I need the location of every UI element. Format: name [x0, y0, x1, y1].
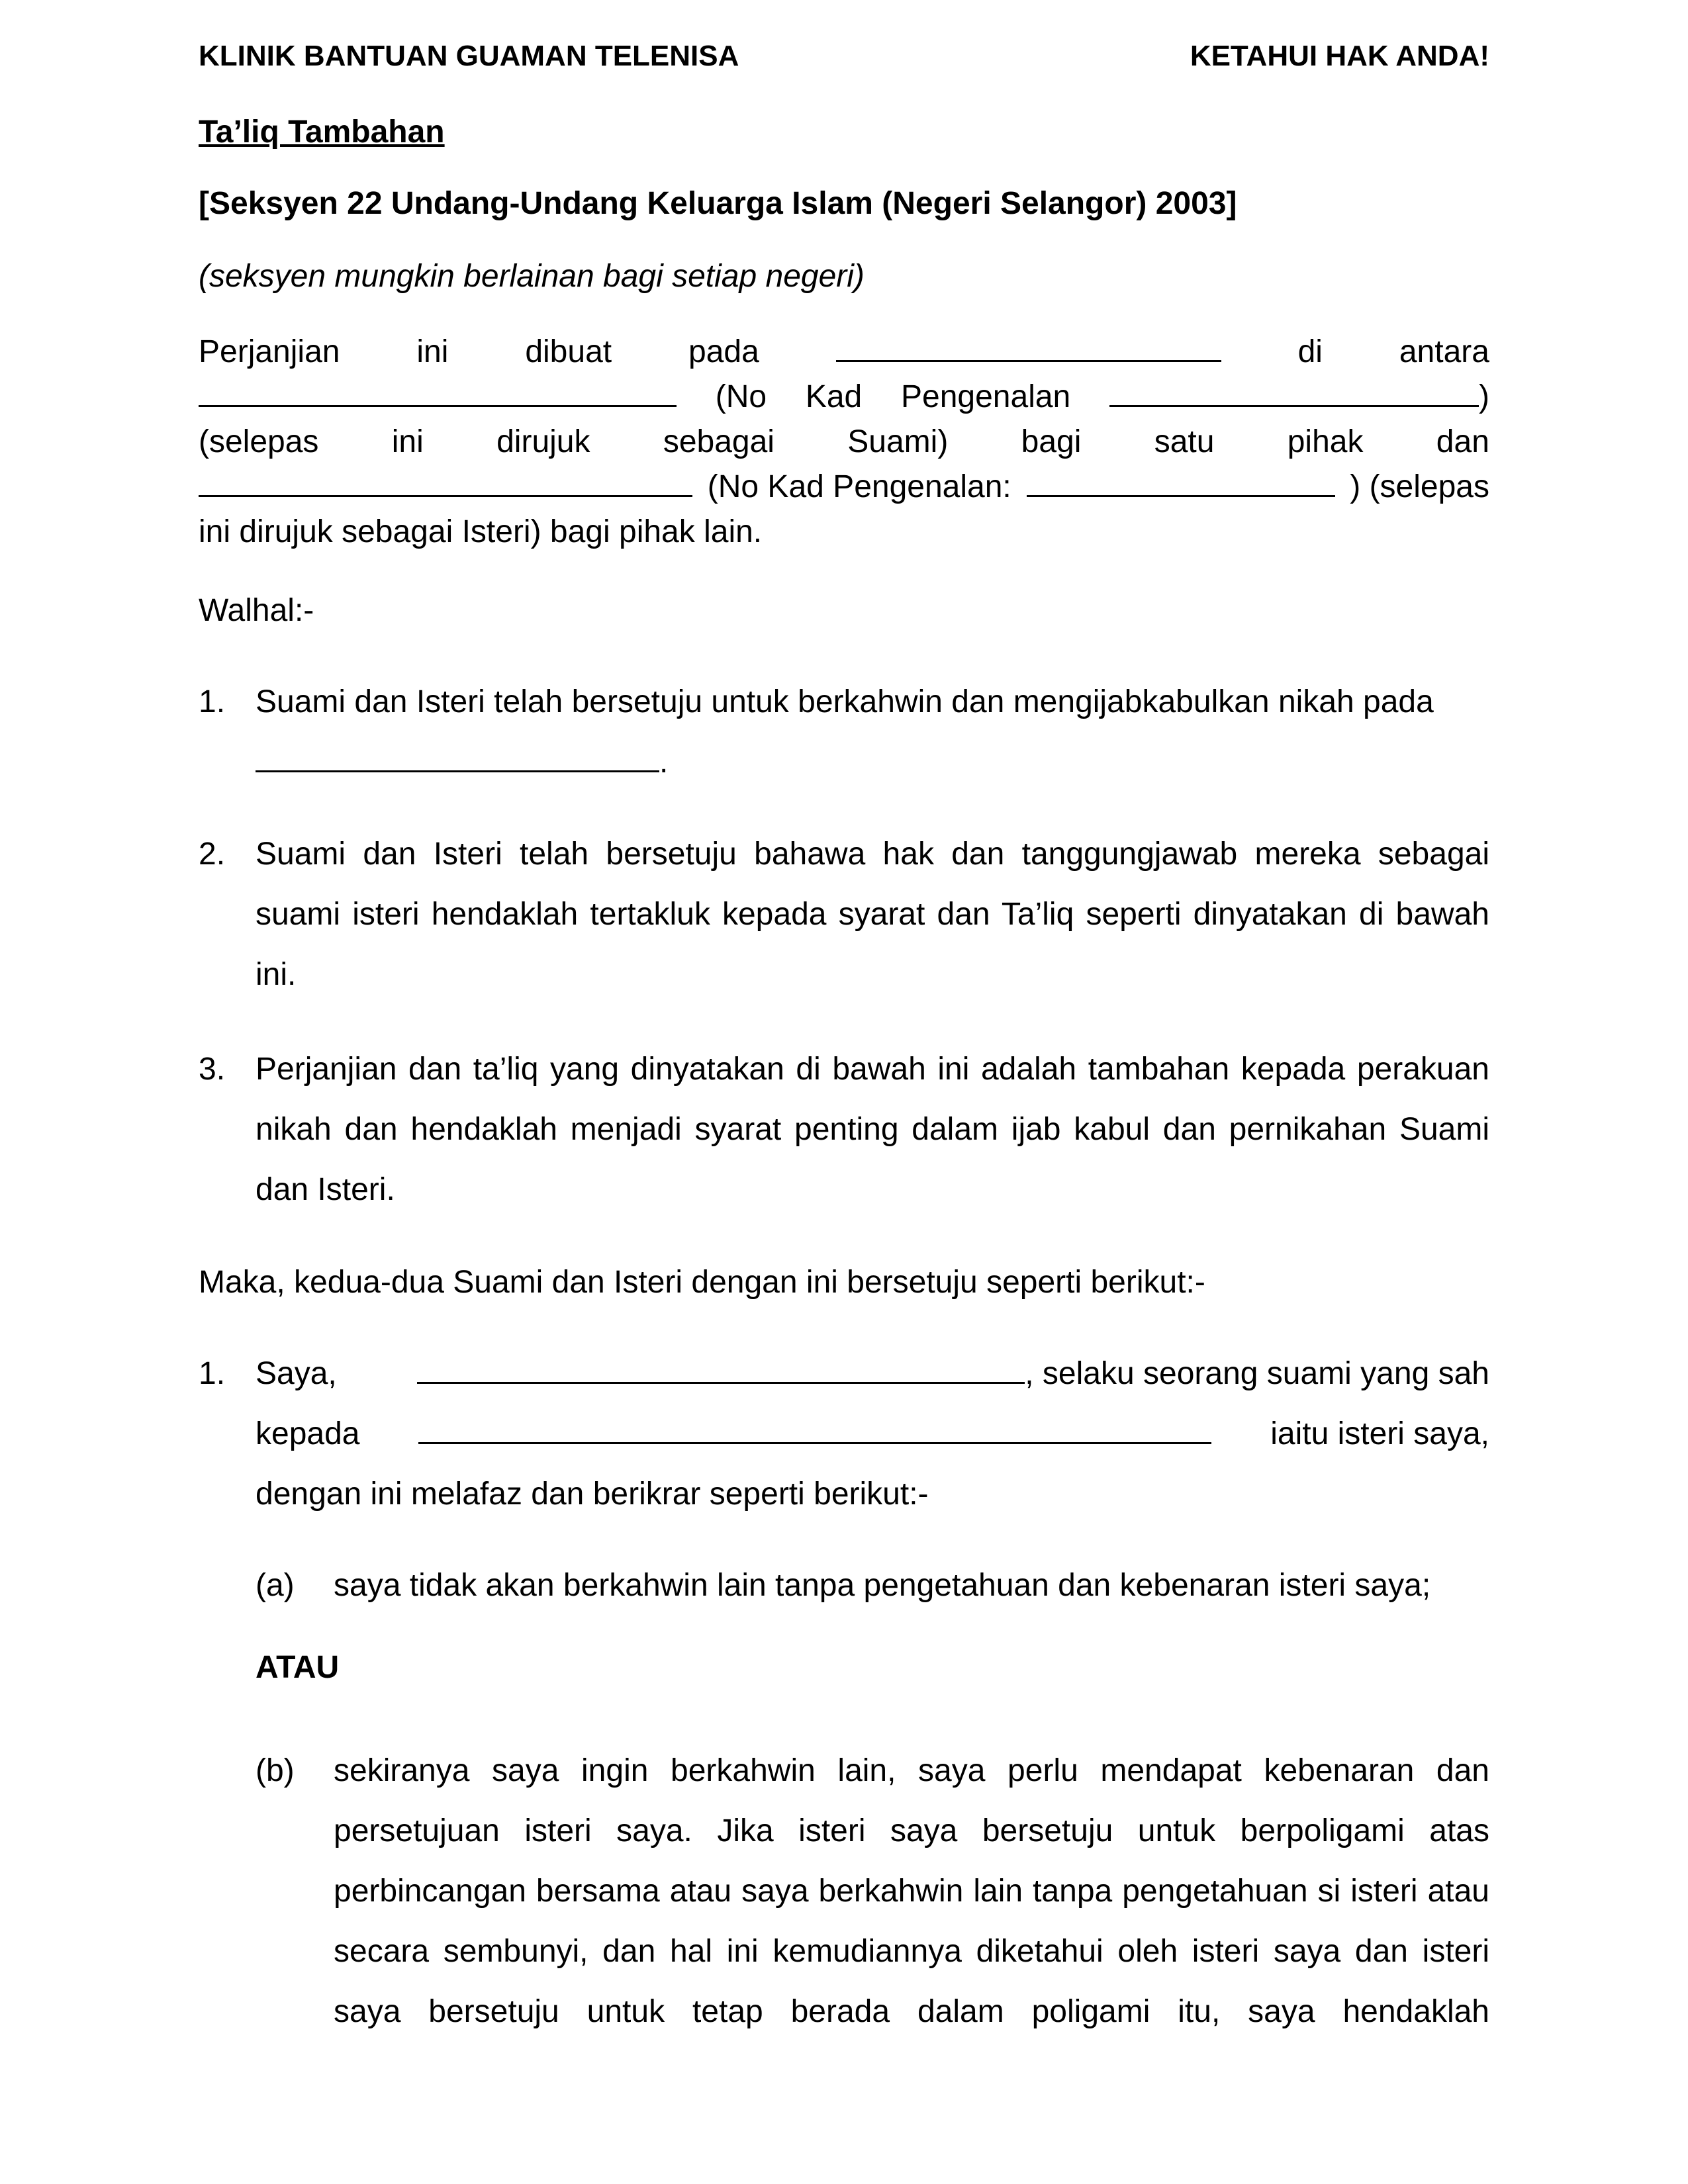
section-reference: [Seksyen 22 Undang-Undang Keluarga Islam (Negeri Selangor) 2003] — [199, 186, 1237, 221]
clause-1: 1. Saya, , selaku seorang suami yang sah kepada iaitu isteri saya, dengan ini melafaz dan berikrar seperti berikut:- — [199, 1356, 1489, 1512]
maka-paragraph: Maka, kedua-dua Suami dan Isteri dengan ini bersetuju seperti berikut:- — [199, 1265, 1205, 1300]
header-left: KLINIK BANTUAN GUAMAN TELENISA — [199, 40, 739, 72]
date-blank[interactable] — [836, 334, 1221, 362]
recital-2: 2. Suami dan Isteri telah bersetuju bahawa hak dan tanggungjawab mereka sebagai suami isteri hendaklah tertakluk kepada syarat dan Ta’liq seperti dinyatakan di bawah ini. — [199, 837, 1489, 992]
clause-1-sub-b: (b) sekiranya saya ingin berkahwin lain, saya perlu mendapat kebenaran dan persetujuan isteri saya. Jika isteri saya bersetuju untuk berpoligami atas perbincangan bersama atau saya berkahwin lain tanpa pengetahuan si isteri atau secara sembunyi, dan hal ini kemudiannya diketahui oleh isteri saya dan isteri saya bersetuju untuk tetap berada dalam poligami itu, saya hendaklah — [256, 1753, 1489, 2029]
section-note: (seksyen mungkin berlainan bagi setiap negeri) — [199, 259, 865, 294]
clause-1-sub-a: (a) saya tidak akan berkahwin lain tanpa pengetahuan dan kebenaran isteri saya; — [256, 1568, 1431, 1603]
wife-ic-blank[interactable] — [1027, 469, 1335, 497]
recital-3: 3. Perjanjian dan ta’liq yang dinyatakan di bawah ini adalah tambahan kepada perakuan nikah dan hendaklah menjadi syarat penting dalam ijab kabul dan pernikahan Suami dan Isteri. — [199, 1052, 1489, 1207]
agreement-line-2: (No Kad Pengenalan ) — [199, 375, 1489, 420]
page-header — [199, 40, 1489, 73]
wife-signature-name-blank[interactable] — [418, 1416, 1211, 1444]
walhal-heading: Walhal:- — [199, 593, 314, 628]
agreement-line-1: Perjanjian ini dibuat pada di antara — [199, 334, 1489, 369]
header-right: KETAHUI HAK ANDA! — [1190, 40, 1489, 72]
agreement-line-3: (selepas ini dirujuk sebagai Suami) bagi satu pihak dan — [199, 424, 1489, 459]
agreement-line-5: ini dirujuk sebagai Isteri) bagi pihak lain. — [199, 514, 763, 549]
agreement-line-4: (No Kad Pengenalan: ) (selepas — [199, 465, 1489, 510]
recital-1: 1. Suami dan Isteri telah bersetuju untuk berkahwin dan mengijabkabulkan nikah pada . — [199, 684, 1434, 780]
document-title: Ta’liq Tambahan — [199, 114, 445, 150]
nikah-date-blank[interactable] — [256, 744, 659, 772]
atau-heading: ATAU — [256, 1650, 340, 1685]
agreement-paragraph — [199, 330, 1489, 555]
husband-ic-blank[interactable] — [1109, 379, 1479, 407]
husband-signature-name-blank[interactable] — [417, 1355, 1025, 1384]
wife-name-blank[interactable] — [199, 469, 692, 497]
husband-name-blank[interactable] — [199, 379, 677, 407]
